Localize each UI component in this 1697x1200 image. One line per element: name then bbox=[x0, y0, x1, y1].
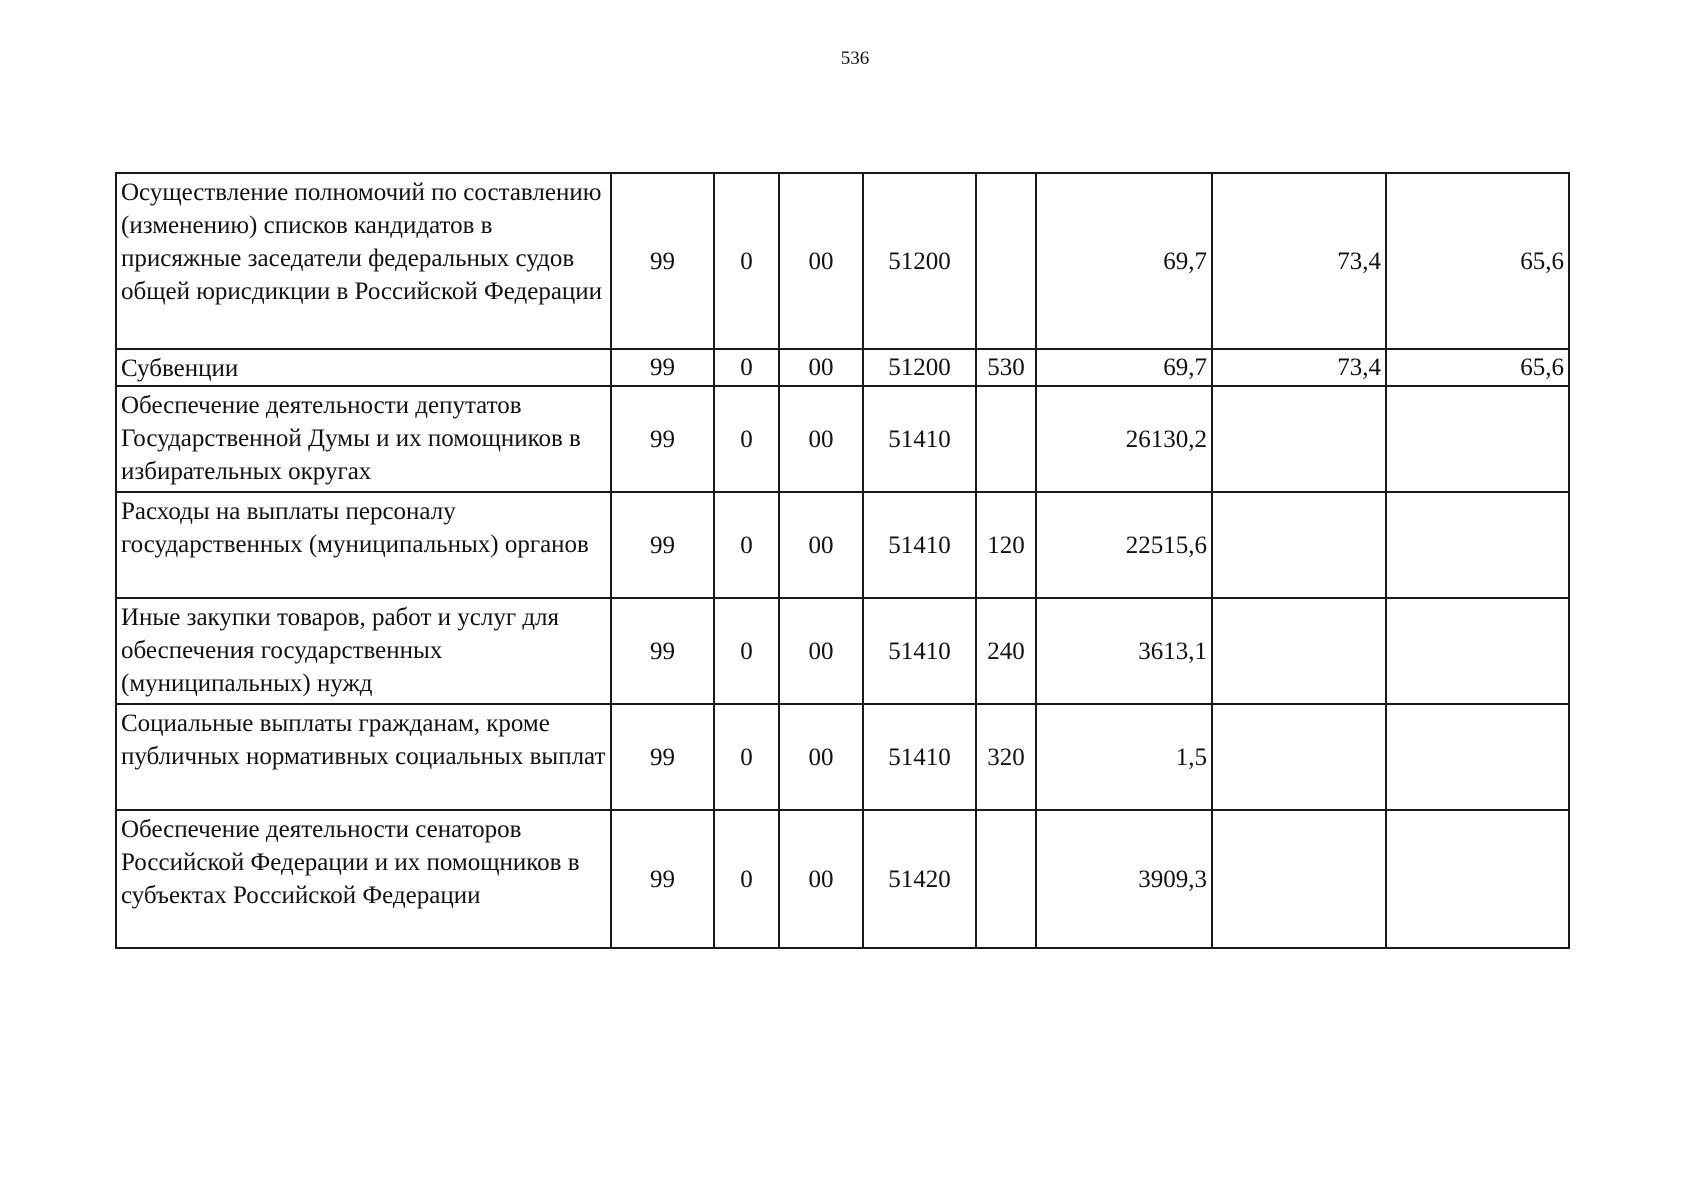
amount-3 bbox=[1386, 492, 1569, 598]
section-code: 00 bbox=[779, 173, 863, 349]
direction-code: 51200 bbox=[863, 349, 976, 386]
page-number: 536 bbox=[840, 48, 870, 69]
program-code: 99 bbox=[611, 810, 714, 948]
amount-2 bbox=[1212, 598, 1386, 704]
subprogram-code: 0 bbox=[714, 349, 779, 386]
budget-table bbox=[115, 172, 1570, 949]
program-code: 99 bbox=[611, 704, 714, 810]
section-code: 00 bbox=[779, 349, 863, 386]
table-row bbox=[116, 598, 1569, 704]
table-row bbox=[116, 173, 1569, 349]
amount-3: 65,6 bbox=[1386, 173, 1569, 349]
expense-type-code: 320 bbox=[976, 704, 1036, 810]
amount-2 bbox=[1212, 386, 1386, 492]
direction-code: 51410 bbox=[863, 492, 976, 598]
row-description: Социальные выплаты гражданам, кроме публичных нормативных социальных выплат bbox=[116, 704, 611, 810]
amount-1: 22515,6 bbox=[1036, 492, 1212, 598]
expense-type-code: 120 bbox=[976, 492, 1036, 598]
subprogram-code: 0 bbox=[714, 173, 779, 349]
amount-1: 69,7 bbox=[1036, 349, 1212, 386]
expense-type-code: 240 bbox=[976, 598, 1036, 704]
expense-type-code: 530 bbox=[976, 349, 1036, 386]
direction-code: 51410 bbox=[863, 386, 976, 492]
program-code: 99 bbox=[611, 349, 714, 386]
row-description: Обеспечение деятельности депутатов Государственной Думы и их помощников в избирательных округах bbox=[116, 386, 611, 492]
table-row bbox=[116, 492, 1569, 598]
direction-code: 51420 bbox=[863, 810, 976, 948]
amount-1: 1,5 bbox=[1036, 704, 1212, 810]
amount-1: 26130,2 bbox=[1036, 386, 1212, 492]
direction-code: 51200 bbox=[863, 173, 976, 349]
row-description: Иные закупки товаров, работ и услуг для обеспечения государственных (муниципальных) нужд bbox=[116, 598, 611, 704]
expense-type-code bbox=[976, 386, 1036, 492]
program-code: 99 bbox=[611, 598, 714, 704]
section-code: 00 bbox=[779, 386, 863, 492]
amount-3 bbox=[1386, 598, 1569, 704]
expense-type-code bbox=[976, 810, 1036, 948]
expense-type-code bbox=[976, 173, 1036, 349]
amount-3 bbox=[1386, 810, 1569, 948]
subprogram-code: 0 bbox=[714, 386, 779, 492]
amount-3 bbox=[1386, 386, 1569, 492]
subprogram-code: 0 bbox=[714, 492, 779, 598]
table-row bbox=[116, 810, 1569, 948]
amount-2 bbox=[1212, 704, 1386, 810]
row-description: Обеспечение деятельности сенаторов Российской Федерации и их помощников в субъектах Российской Федерации bbox=[116, 810, 611, 948]
subprogram-code: 0 bbox=[714, 810, 779, 948]
table-row bbox=[116, 386, 1569, 492]
program-code: 99 bbox=[611, 386, 714, 492]
subprogram-code: 0 bbox=[714, 704, 779, 810]
program-code: 99 bbox=[611, 492, 714, 598]
amount-1: 3909,3 bbox=[1036, 810, 1212, 948]
direction-code: 51410 bbox=[863, 598, 976, 704]
section-code: 00 bbox=[779, 598, 863, 704]
section-code: 00 bbox=[779, 704, 863, 810]
program-code: 99 bbox=[611, 173, 714, 349]
subprogram-code: 0 bbox=[714, 598, 779, 704]
table-row bbox=[116, 349, 1569, 386]
direction-code: 51410 bbox=[863, 704, 976, 810]
row-description: Расходы на выплаты персоналу государственных (муниципальных) органов bbox=[116, 492, 611, 598]
amount-2 bbox=[1212, 810, 1386, 948]
table-row bbox=[116, 704, 1569, 810]
amount-3: 65,6 bbox=[1386, 349, 1569, 386]
section-code: 00 bbox=[779, 810, 863, 948]
amount-2: 73,4 bbox=[1212, 173, 1386, 349]
section-code: 00 bbox=[779, 492, 863, 598]
row-description: Осуществление полномочий по составлению (изменению) списков кандидатов в присяжные заседатели федеральных судов общей юрисдикции в Российской Федерации bbox=[116, 173, 611, 349]
amount-1: 3613,1 bbox=[1036, 598, 1212, 704]
amount-2 bbox=[1212, 492, 1386, 598]
amount-3 bbox=[1386, 704, 1569, 810]
row-description: Субвенции bbox=[116, 349, 611, 386]
amount-2: 73,4 bbox=[1212, 349, 1386, 386]
amount-1: 69,7 bbox=[1036, 173, 1212, 349]
